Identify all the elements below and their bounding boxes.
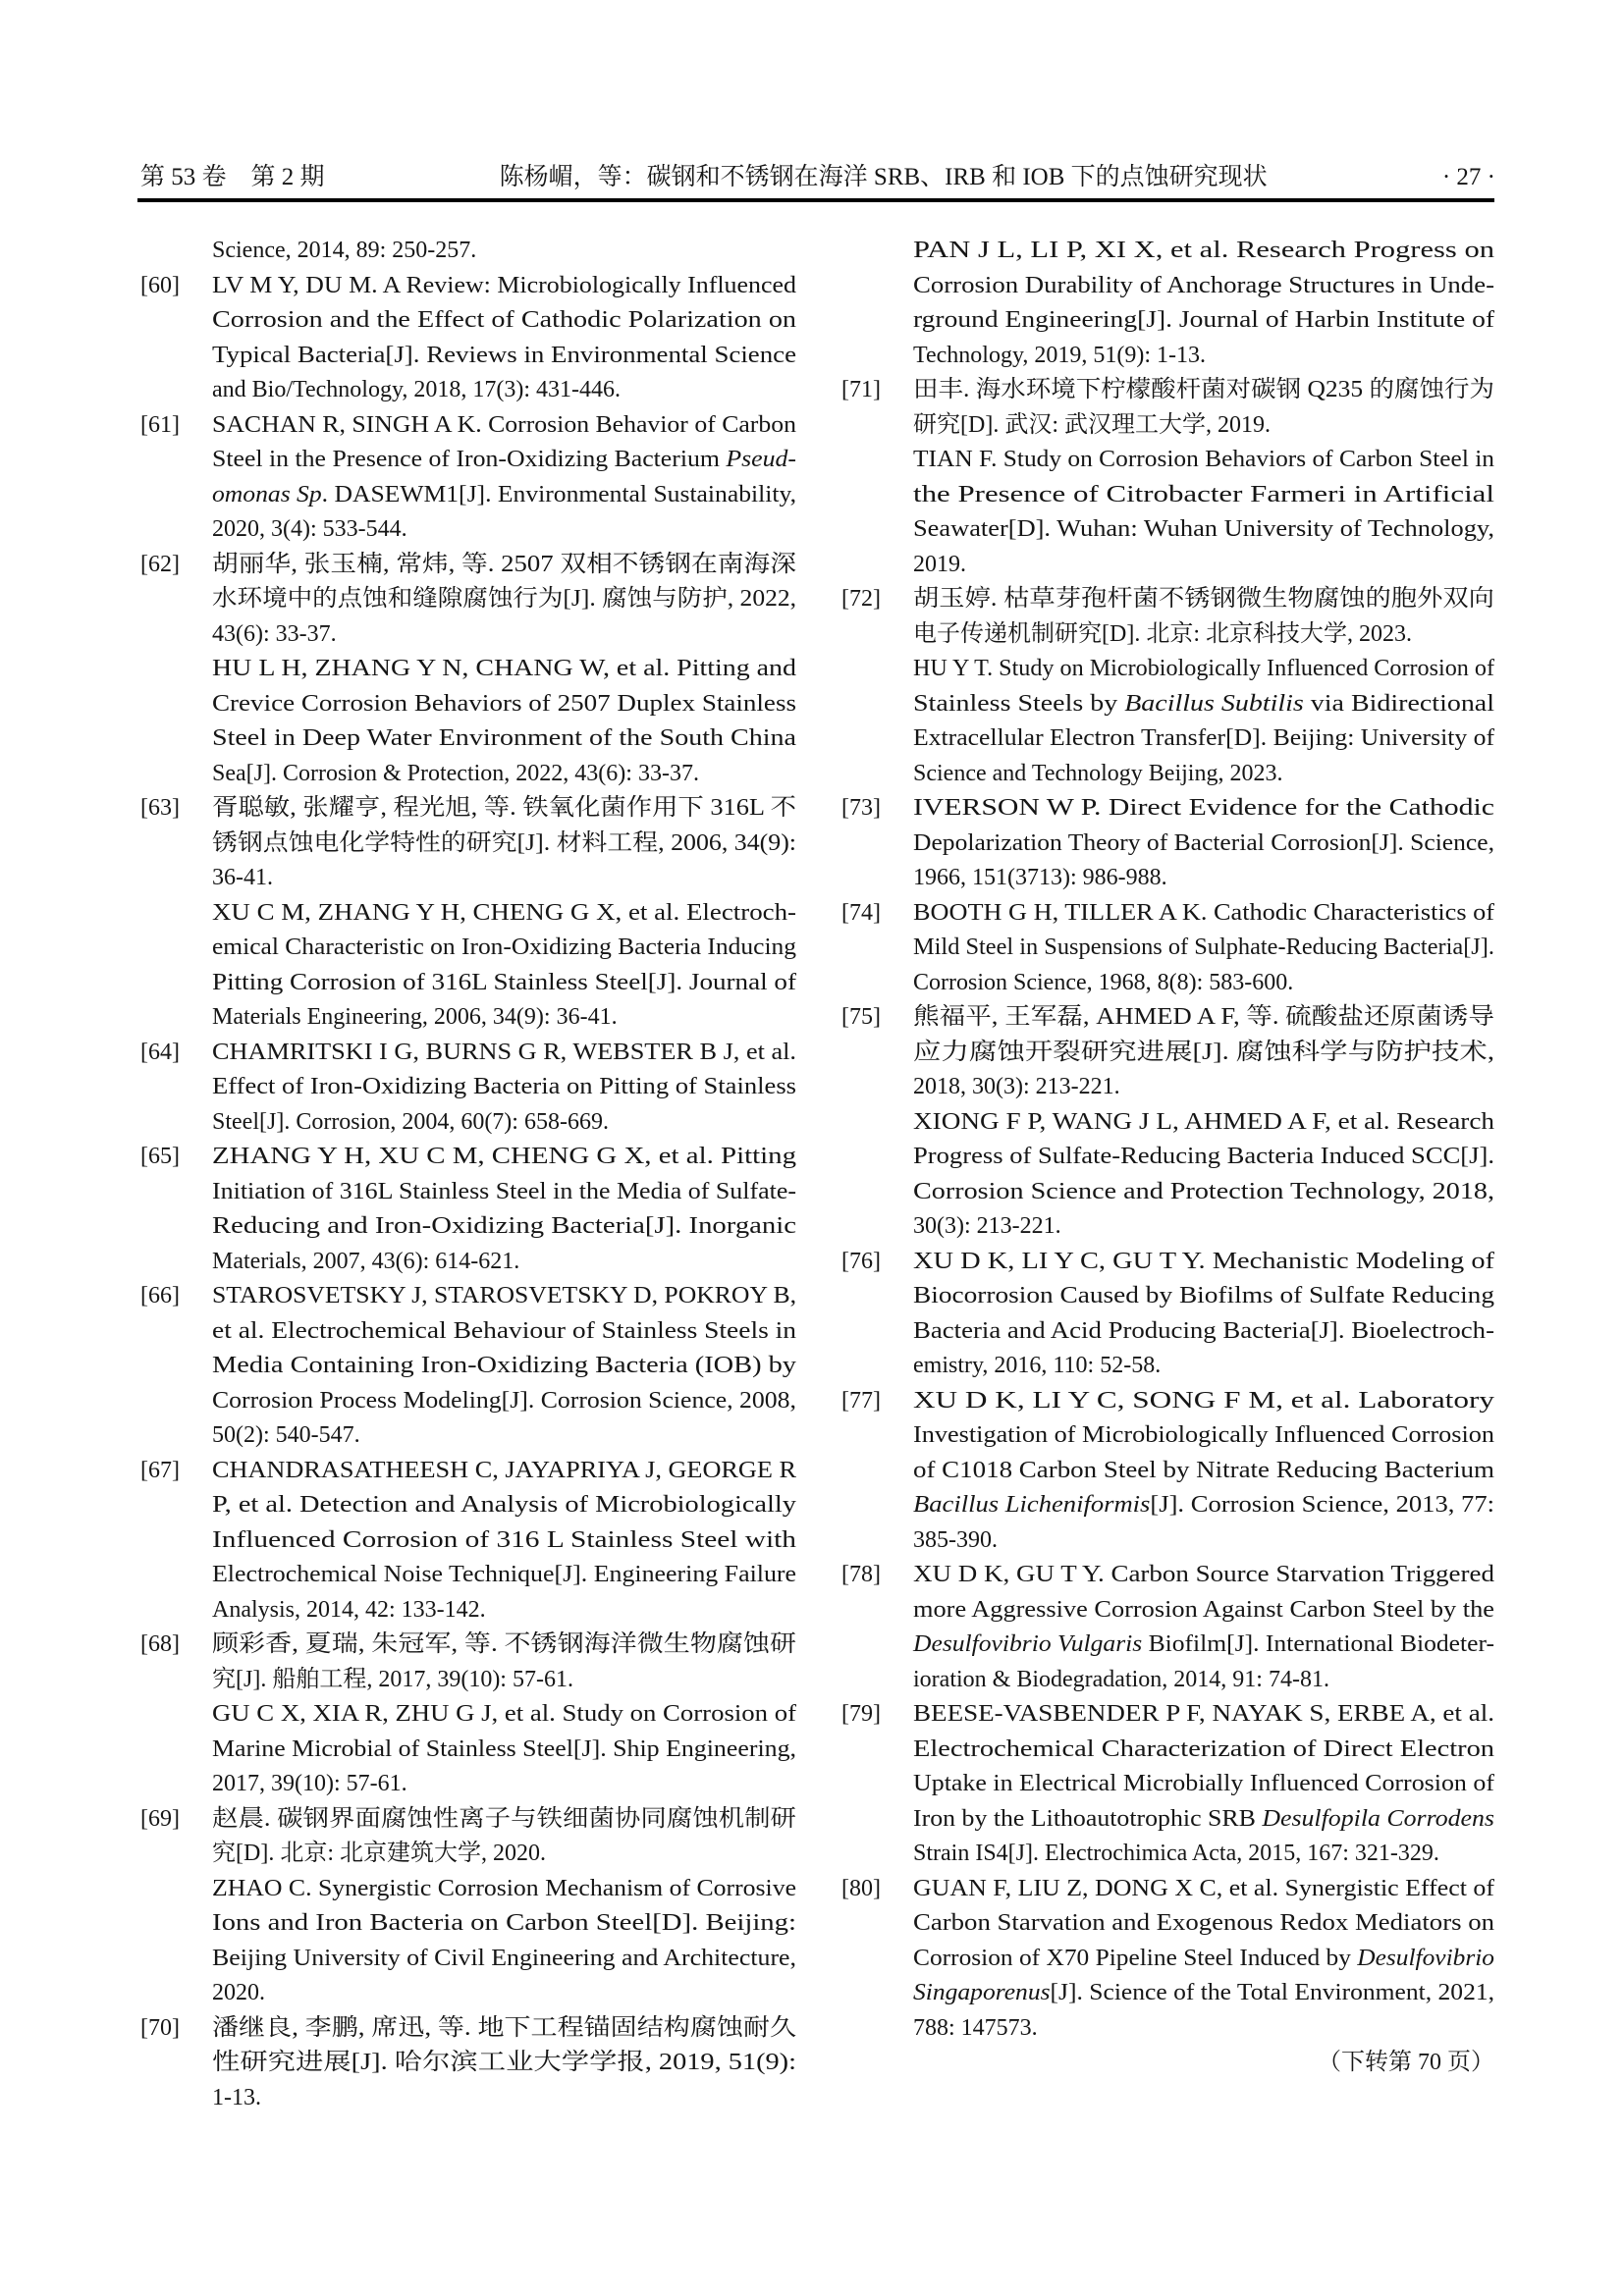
reference-text bbox=[212, 1140, 796, 1279]
reference-line: 胡玉婷. 枯草芽孢杆菌不锈钢微生物腐蚀的胞外双向 bbox=[913, 586, 1494, 612]
reference bbox=[140, 791, 796, 1036]
page-header bbox=[140, 160, 1495, 195]
reference-line: Corrosion and the Effect of Cathodic Polarization on bbox=[212, 307, 796, 333]
reference-line: Beijing University of Civil Engineering and Architecture, bbox=[212, 1945, 796, 1971]
reference bbox=[841, 1000, 1494, 1245]
reference-paragraph bbox=[913, 582, 1494, 652]
reference-line: P, et al. Detection and Analysis of Microbiologically bbox=[212, 1492, 796, 1518]
reference-line: TIAN F. Study on Corrosion Behaviors of Carbon Steel in bbox=[913, 447, 1494, 472]
reference-paragraph bbox=[212, 1802, 796, 1872]
reference-text bbox=[212, 269, 796, 408]
reference bbox=[140, 2011, 796, 2116]
reference-line: the Presence of Citrobacter Farmeri in Artificial bbox=[913, 481, 1494, 507]
reference-paragraph bbox=[913, 652, 1494, 791]
reference-paragraph bbox=[913, 1558, 1494, 1697]
reference-paragraph bbox=[913, 234, 1494, 373]
reference-line: 胡丽华, 张玉楠, 常炜, 等. 2507 双相不锈钢在南海深 bbox=[212, 551, 796, 577]
reference-line: LV M Y, DU M. A Review: Microbiologically Influenced bbox=[212, 272, 796, 298]
reference-line: Biocorrosion Caused by Biofilms of Sulfate Reducing bbox=[913, 1283, 1494, 1308]
reference-text bbox=[913, 234, 1494, 373]
reference-number: [64] bbox=[140, 1039, 180, 1065]
reference-line: XU D K, LI Y C, SONG F M, et al. Laboratory bbox=[913, 1387, 1494, 1414]
reference-line: and Bio/Technology, 2018, 17(3): 431-446. bbox=[212, 377, 622, 402]
reference-line: 2020. bbox=[212, 1980, 265, 2005]
reference-text bbox=[913, 791, 1494, 896]
reference bbox=[841, 1872, 1494, 2047]
reference-line: 性研究进展[J]. 哈尔滨工业大学学报, 2019, 51(9): bbox=[212, 2050, 796, 2075]
reference-text bbox=[212, 548, 796, 792]
reference-paragraph bbox=[913, 1384, 1494, 1559]
reference-line: 赵晨. 碳钢界面腐蚀性离子与铁细菌协同腐蚀机制研 bbox=[212, 1805, 796, 1832]
reference-line: PAN J L, LI P, XI X, et al. Research Progress on bbox=[913, 238, 1494, 263]
reference-text bbox=[212, 1036, 796, 1141]
reference-text bbox=[913, 1245, 1494, 1384]
reference-line: 2017, 39(10): 57-61. bbox=[212, 1771, 407, 1796]
reference-paragraph bbox=[212, 548, 796, 653]
reference-line: Electrochemical Noise Technique[J]. Engineering Failure bbox=[212, 1562, 796, 1587]
reference-line: 锈钢点蚀电化学特性的研究[J]. 材料工程, 2006, 34(9): bbox=[212, 829, 796, 856]
reference-line: Singaporenus[J]. Science of the Total Environment, 2021, bbox=[913, 1980, 1494, 2005]
references-column-left bbox=[140, 234, 796, 2115]
reference-line: ZHAO C. Synergistic Corrosion Mechanism of Corrosive bbox=[212, 1875, 796, 1901]
reference-line: 潘继良, 李鹏, 席迅, 等. 地下工程锚固结构腐蚀耐久 bbox=[212, 2014, 796, 2041]
reference-line: 788: 147573. bbox=[913, 2014, 1038, 2041]
reference-line: Carbon Starvation and Exogenous Redox Mediators on bbox=[913, 1910, 1494, 1936]
reference-line: emistry, 2016, 110: 52-58. bbox=[913, 1353, 1162, 1378]
reference-line: rground Engineering[J]. Journal of Harbin Institute of bbox=[913, 307, 1494, 333]
reference bbox=[841, 1697, 1494, 1872]
reference-text bbox=[212, 791, 796, 1036]
reference-line: Bacteria and Acid Producing Bacteria[J]. Bioelectroch- bbox=[913, 1317, 1494, 1344]
reference bbox=[140, 548, 796, 792]
reference bbox=[140, 1628, 796, 1802]
reference-paragraph bbox=[212, 652, 796, 791]
reference bbox=[140, 1454, 796, 1629]
reference bbox=[841, 896, 1494, 1001]
reference-line: 究[J]. 船舶工程, 2017, 39(10): 57-61. bbox=[212, 1666, 573, 1692]
reference-line: Extracellular Electron Transfer[D]. Beijing: University of bbox=[913, 725, 1494, 751]
reference-line: 水环境中的点蚀和缝隙腐蚀行为[J]. 腐蚀与防护, 2022, bbox=[212, 586, 796, 612]
reference-number: [60] bbox=[140, 272, 180, 298]
reference-line: Strain IS4[J]. Electrochimica Acta, 2015, 167: 321-329. bbox=[913, 1841, 1439, 1866]
reference-number: [73] bbox=[841, 795, 881, 821]
reference-line: 应力腐蚀开裂研究进展[J]. 腐蚀科学与防护技术, bbox=[913, 1039, 1494, 1065]
reference-line: Steel in the Presence of Iron-Oxidizing Bacterium Pseud- bbox=[212, 447, 796, 472]
reference-line: Pitting Corrosion of 316L Stainless Steel[J]. Journal of bbox=[212, 969, 796, 995]
reference-line: XU D K, GU T Y. Carbon Source Starvation Triggered bbox=[913, 1562, 1494, 1587]
reference-line: HU L H, ZHANG Y N, CHANG W, et al. Pitting and bbox=[212, 656, 796, 681]
reference-line: Typical Bacteria[J]. Reviews in Environmental Science bbox=[212, 342, 796, 368]
reference-line: IVERSON W P. Direct Evidence for the Cathodic bbox=[913, 795, 1494, 821]
reference-paragraph bbox=[212, 1872, 796, 2011]
reference bbox=[841, 1558, 1494, 1697]
reference-line: Influenced Corrosion of 316 L Stainless Steel with bbox=[212, 1526, 796, 1553]
reference bbox=[140, 234, 796, 269]
reference-line: Corrosion Process Modeling[J]. Corrosion Science, 2008, bbox=[212, 1387, 796, 1414]
reference-line: 2018, 30(3): 213-221. bbox=[913, 1074, 1120, 1099]
reference-line: ZHANG Y H, XU C M, CHENG G X, et al. Pitting bbox=[212, 1144, 796, 1169]
reference-line: 36-41. bbox=[212, 865, 273, 890]
reference-line: Iron by the Lithoautotrophic SRB Desulfopila Corrodens bbox=[913, 1805, 1494, 1832]
reference-paragraph bbox=[212, 1279, 796, 1454]
reference-line: CHANDRASATHEESH C, JAYAPRIYA J, GEORGE R bbox=[212, 1457, 796, 1483]
reference-number: [63] bbox=[140, 795, 180, 821]
reference-text bbox=[913, 1000, 1494, 1245]
reference-line: BEESE-VASBENDER P F, NAYAK S, ERBE A, et al. bbox=[913, 1701, 1494, 1727]
reference-line: Desulfovibrio Vulgaris Biofilm[J]. International Biodeter- bbox=[913, 1631, 1494, 1657]
reference-number: [80] bbox=[841, 1875, 881, 1901]
reference-line: Corrosion Durability of Anchorage Structures in Unde- bbox=[913, 272, 1494, 298]
reference-number: [61] bbox=[140, 411, 180, 438]
reference-number: [74] bbox=[841, 899, 881, 926]
reference bbox=[140, 1140, 796, 1279]
reference-line: 2019. bbox=[913, 551, 966, 577]
reference-number: [79] bbox=[841, 1701, 881, 1727]
references-column-right bbox=[841, 234, 1494, 2081]
reference-line: of C1018 Carbon Steel by Nitrate Reducing Bacterium bbox=[913, 1457, 1494, 1483]
page-number: · 27 · bbox=[1441, 164, 1495, 190]
reference-line: Stainless Steels by Bacillus Subtilis via Bidirectional bbox=[913, 690, 1494, 717]
reference-paragraph bbox=[212, 1036, 796, 1141]
reference-text bbox=[913, 1558, 1494, 1697]
reference-text bbox=[913, 1697, 1494, 1872]
reference-text bbox=[212, 1279, 796, 1454]
reference-line: Steel in Deep Water Environment of the South China bbox=[212, 725, 796, 751]
reference-text bbox=[212, 408, 796, 548]
reference-text bbox=[913, 896, 1494, 1001]
reference-line: Technology, 2019, 51(9): 1-13. bbox=[913, 342, 1207, 368]
continuation-note: （下转第 70 页） bbox=[1318, 2050, 1494, 2075]
reference-paragraph bbox=[913, 1105, 1494, 1245]
reference-paragraph bbox=[212, 791, 796, 896]
reference-line: Effect of Iron-Oxidizing Bacteria on Pitting of Stainless bbox=[212, 1074, 796, 1099]
reference-line: Media Containing Iron-Oxidizing Bacteria (IOB) by bbox=[212, 1353, 796, 1378]
reference-number: [76] bbox=[841, 1248, 881, 1274]
reference-number: [67] bbox=[140, 1457, 180, 1483]
reference-paragraph bbox=[212, 1454, 796, 1629]
reference-line: Progress of Sulfate-Reducing Bacteria Induced SCC[J]. bbox=[913, 1144, 1494, 1169]
reference-text bbox=[212, 1628, 796, 1802]
reference-line: GUAN F, LIU Z, DONG X C, et al. Synergistic Effect of bbox=[913, 1875, 1494, 1901]
reference-paragraph bbox=[212, 408, 796, 548]
reference-number: [72] bbox=[841, 586, 881, 612]
reference-line: Crevice Corrosion Behaviors of 2507 Duplex Stainless bbox=[212, 690, 796, 717]
reference-number: [66] bbox=[140, 1283, 180, 1308]
reference-text bbox=[913, 373, 1494, 582]
reference-line: Corrosion Science, 1968, 8(8): 583-600. bbox=[913, 969, 1294, 995]
reference-text bbox=[212, 1454, 796, 1629]
reference-line: Materials, 2007, 43(6): 614-621. bbox=[212, 1248, 520, 1274]
reference-line: Analysis, 2014, 42: 133-142. bbox=[212, 1596, 486, 1623]
reference-paragraph bbox=[212, 896, 796, 1036]
reference-line: Reducing and Iron-Oxidizing Bacteria[J]. Inorganic bbox=[212, 1213, 796, 1239]
reference-text bbox=[913, 582, 1494, 791]
reference-paragraph bbox=[913, 791, 1494, 896]
reference-line: STAROSVETSKY J, STAROSVETSKY D, POKROY B, bbox=[212, 1283, 796, 1308]
reference-paragraph bbox=[913, 373, 1494, 443]
reference-line: 田丰. 海水环境下柠檬酸杆菌对碳钢 Q235 的腐蚀行为 bbox=[913, 377, 1494, 402]
reference-line: Electrochemical Characterization of Direct Electron bbox=[913, 1735, 1494, 1762]
reference-number: [69] bbox=[140, 1805, 180, 1832]
reference-line: HU Y T. Study on Microbiologically Influenced Corrosion of bbox=[913, 656, 1494, 681]
reference bbox=[841, 582, 1494, 791]
reference-line: Mild Steel in Suspensions of Sulphate-Reducing Bacteria[J]. bbox=[913, 934, 1494, 960]
reference-number: [78] bbox=[841, 1562, 881, 1587]
reference-paragraph bbox=[212, 1140, 796, 1279]
reference-paragraph bbox=[212, 269, 796, 408]
reference-text bbox=[212, 234, 796, 269]
reference-line: et al. Electrochemical Behaviour of Stainless Steels in bbox=[212, 1317, 796, 1344]
reference-line: more Aggressive Corrosion Against Carbon Steel by the bbox=[913, 1596, 1494, 1623]
reference-line: 2020, 3(4): 533-544. bbox=[212, 516, 407, 542]
reference-number: [77] bbox=[841, 1387, 881, 1414]
reference-line: GU C X, XIA R, ZHU G J, et al. Study on Corrosion of bbox=[212, 1701, 796, 1727]
reference-paragraph bbox=[913, 1697, 1494, 1872]
reference-line: Materials Engineering, 2006, 34(9): 36-41. bbox=[212, 1004, 618, 1030]
reference-text bbox=[913, 1384, 1494, 1559]
reference-line: 385-390. bbox=[913, 1526, 998, 1553]
reference-line: omonas Sp. DASEWM1[J]. Environmental Sustainability, bbox=[212, 481, 796, 507]
reference-paragraph bbox=[212, 1628, 796, 1697]
reference-line: Corrosion of X70 Pipeline Steel Induced by Desulfovibrio bbox=[913, 1945, 1494, 1971]
reference bbox=[140, 1802, 796, 2011]
reference-line: XU C M, ZHANG Y H, CHENG G X, et al. Electroch- bbox=[212, 899, 796, 926]
reference-line: 究[D]. 北京: 北京建筑大学, 2020. bbox=[212, 1841, 546, 1866]
reference-paragraph bbox=[212, 2011, 796, 2116]
reference-line: CHAMRITSKI I G, BURNS G R, WEBSTER B J, et al. bbox=[212, 1039, 796, 1065]
reference-line: BOOTH G H, TILLER A K. Cathodic Characteristics of bbox=[913, 899, 1494, 926]
reference-line: 熊福平, 王军磊, AHMED A F, 等. 硫酸盐还原菌诱导 bbox=[913, 1004, 1494, 1030]
reference-line: 43(6): 33-37. bbox=[212, 620, 337, 647]
reference-line: Corrosion Science and Protection Technology, 2018, bbox=[913, 1178, 1494, 1204]
reference-line: Uptake in Electrical Microbially Influenced Corrosion of bbox=[913, 1771, 1494, 1796]
reference-line: emical Characteristic on Iron-Oxidizing Bacteria Inducing bbox=[212, 934, 796, 960]
reference bbox=[140, 269, 796, 408]
reference-line: Initiation of 316L Stainless Steel in the Media of Sulfate- bbox=[212, 1178, 796, 1204]
reference-number: [68] bbox=[140, 1631, 180, 1657]
reference-line: 50(2): 540-547. bbox=[212, 1422, 360, 1448]
reference-line: Steel[J]. Corrosion, 2004, 60(7): 658-669. bbox=[212, 1108, 609, 1135]
reference-line: 研究[D]. 武汉: 武汉理工大学, 2019. bbox=[913, 411, 1271, 438]
reference-line: XU D K, LI Y C, GU T Y. Mechanistic Modeling of bbox=[913, 1248, 1494, 1274]
running-title: 陈杨嵋，等：碳钢和不锈钢在海洋 SRB、IRB 和 IOB 下的点蚀研究现状 bbox=[499, 164, 1268, 190]
reference-line: Seawater[D]. Wuhan: Wuhan University of Technology, bbox=[913, 516, 1494, 542]
reference-line: Sea[J]. Corrosion & Protection, 2022, 43(6): 33-37. bbox=[212, 760, 699, 786]
reference-paragraph bbox=[212, 1697, 796, 1802]
reference-line: 顾彩香, 夏瑞, 朱冠军, 等. 不锈钢海洋微生物腐蚀研 bbox=[212, 1631, 796, 1657]
reference-line: 1966, 151(3713): 986-988. bbox=[913, 865, 1167, 890]
reference-text bbox=[212, 2011, 796, 2116]
reference-paragraph bbox=[913, 896, 1494, 1001]
reference-line: SACHAN R, SINGH A K. Corrosion Behavior of Carbon bbox=[212, 411, 796, 438]
reference-line: 1-13. bbox=[212, 2084, 261, 2110]
reference-paragraph bbox=[913, 1872, 1494, 2047]
reference bbox=[841, 1384, 1494, 1559]
reference bbox=[140, 1036, 796, 1141]
reference-paragraph bbox=[913, 443, 1494, 582]
reference-line: ioration & Biodegradation, 2014, 91: 74-81. bbox=[913, 1666, 1329, 1692]
reference-line: 胥聪敏, 张耀亨, 程光旭, 等. 铁氧化菌作用下 316L 不 bbox=[212, 795, 796, 821]
reference-text bbox=[913, 1872, 1494, 2047]
reference-paragraph bbox=[212, 234, 796, 269]
header-rule bbox=[137, 198, 1494, 202]
reference-number: [71] bbox=[841, 377, 881, 402]
reference-line: Ions and Iron Bacteria on Carbon Steel[D]. Beijing: bbox=[212, 1910, 796, 1936]
reference-line: Marine Microbial of Stainless Steel[J]. Ship Engineering, bbox=[212, 1735, 796, 1762]
reference bbox=[841, 234, 1494, 373]
reference-number: [62] bbox=[140, 551, 180, 577]
reference-line: Science and Technology Beijing, 2023. bbox=[913, 760, 1283, 786]
journal-issue: 第 53 卷 第 2 期 bbox=[140, 164, 325, 190]
reference-paragraph bbox=[913, 1000, 1494, 1105]
reference bbox=[841, 373, 1494, 582]
reference-text bbox=[212, 1802, 796, 2011]
reference-line: XIONG F P, WANG J L, AHMED A F, et al. Research bbox=[913, 1108, 1494, 1135]
reference-number: [65] bbox=[140, 1144, 180, 1169]
reference-line: Science, 2014, 89: 250-257. bbox=[212, 238, 477, 263]
reference-line: Bacillus Licheniformis[J]. Corrosion Science, 2013, 77: bbox=[913, 1492, 1494, 1518]
reference-line: 电子传递机制研究[D]. 北京: 北京科技大学, 2023. bbox=[913, 620, 1412, 647]
reference-paragraph bbox=[913, 1245, 1494, 1384]
reference-number: [75] bbox=[841, 1004, 881, 1030]
reference-line: Investigation of Microbiologically Influenced Corrosion bbox=[913, 1422, 1494, 1448]
reference-number: [70] bbox=[140, 2014, 180, 2041]
reference bbox=[841, 791, 1494, 896]
reference-line: Depolarization Theory of Bacterial Corrosion[J]. Science, bbox=[913, 829, 1494, 856]
reference bbox=[140, 1279, 796, 1454]
reference bbox=[841, 1245, 1494, 1384]
reference-line: 30(3): 213-221. bbox=[913, 1213, 1061, 1239]
reference bbox=[140, 408, 796, 548]
